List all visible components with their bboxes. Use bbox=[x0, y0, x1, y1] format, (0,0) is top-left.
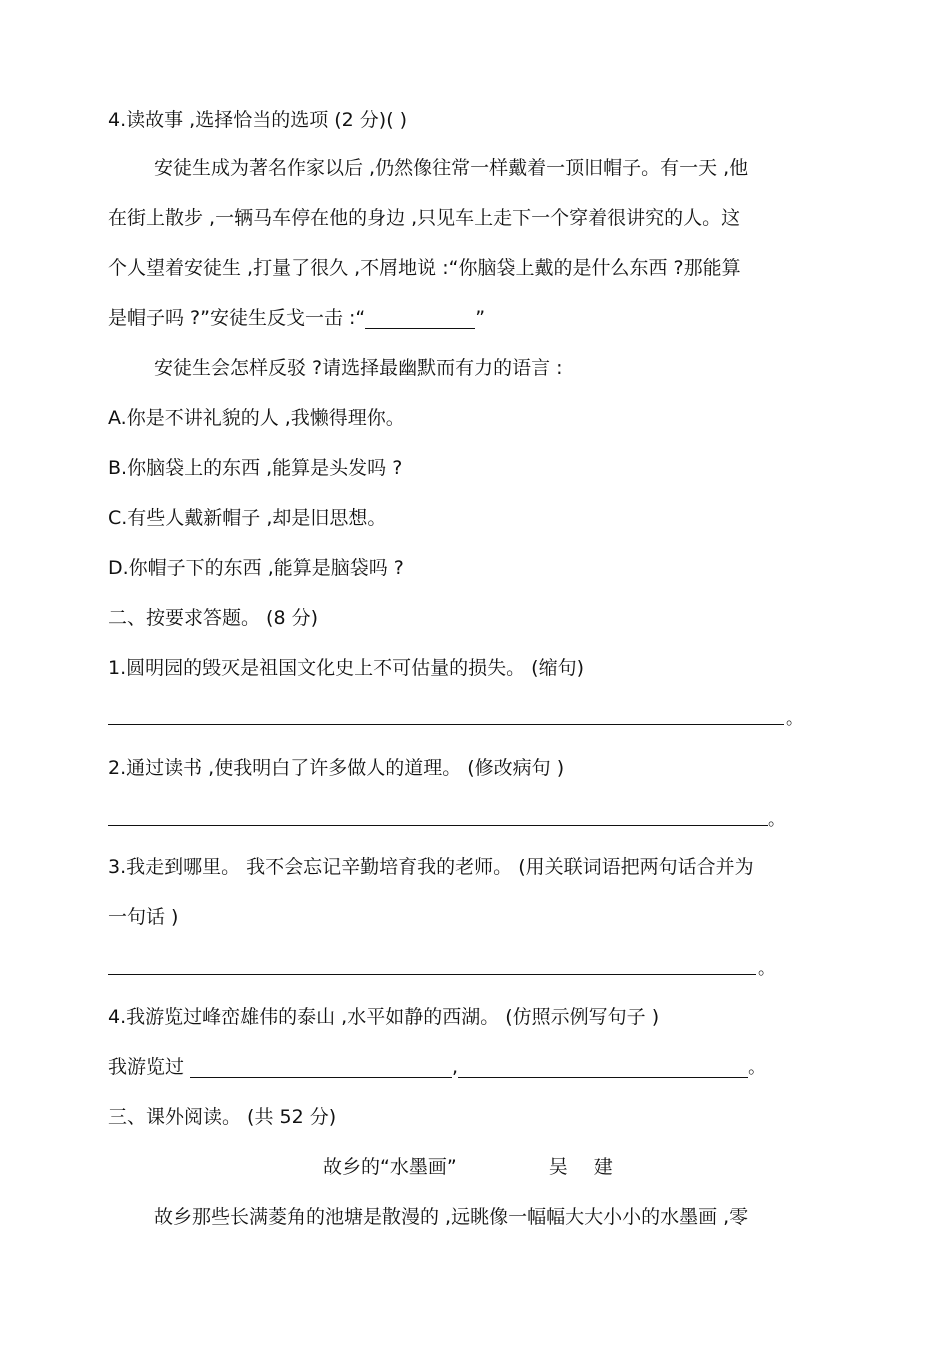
option-d[interactable]: D.你帽子下的东西 ,能算是脑袋吗 ? bbox=[108, 557, 404, 579]
story-answer-blank[interactable] bbox=[365, 309, 475, 329]
article-title: 故乡的“水墨画” bbox=[323, 1156, 457, 1178]
section-3-header: 三、课外阅读。 (共 52 分) bbox=[108, 1106, 337, 1128]
answer-line-3[interactable] bbox=[108, 974, 756, 975]
story-line-4 bbox=[108, 309, 485, 329]
answer-line-2-period: 。 bbox=[768, 810, 785, 830]
section-2-header: 二、按要求答题。 (8 分) bbox=[108, 607, 318, 629]
article-author: 吴建 bbox=[548, 1156, 639, 1178]
answer-line-1[interactable] bbox=[108, 724, 784, 725]
story-line-3: 个人望着安徒生 ,打量了很久 ,不屑地说 :“你脑袋上戴的是什么东西 ?那能算 bbox=[108, 257, 741, 279]
section-2-question-3-line-2: 一句话 ) bbox=[108, 906, 179, 928]
story-line-4-text: 是帽子吗 ?”安徒生反戈一击 :“ bbox=[108, 307, 366, 329]
section-2-question-4: 4.我游览过峰峦雄伟的泰山 ,水平如静的西湖。 (仿照示例写句子 ) bbox=[108, 1006, 660, 1028]
question-4-header: 4.读故事 ,选择恰当的选项 (2 分)( ) bbox=[108, 109, 408, 131]
answer-line-3-period: 。 bbox=[758, 959, 775, 979]
story-line-1: 安徒生成为著名作家以后 ,仍然像往常一样戴着一顶旧帽子。有一天 ,他 bbox=[154, 157, 749, 179]
article-title-row bbox=[323, 1158, 639, 1177]
option-b[interactable]: B.你脑袋上的东西 ,能算是头发吗 ? bbox=[108, 457, 403, 479]
section-2-question-4-fill bbox=[108, 1058, 765, 1078]
question-4-prompt: 安徒生会怎样反驳 ?请选择最幽默而有力的语言 : bbox=[154, 357, 563, 379]
story-closing-quote: ” bbox=[475, 307, 486, 329]
answer-line-2[interactable] bbox=[108, 825, 768, 826]
article-first-line: 故乡那些长满菱角的池塘是散漫的 ,远眺像一幅幅大大小小的水墨画 ,零 bbox=[154, 1206, 749, 1228]
section-2-question-2: 2.通过读书 ,使我明白了许多做人的道理。 (修改病句 ) bbox=[108, 757, 565, 779]
option-c[interactable]: C.有些人戴新帽子 ,却是旧思想。 bbox=[108, 507, 387, 529]
story-line-2: 在街上散步 ,一辆马车停在他的身边 ,只见车上走下一个穿着很讲究的人。这 bbox=[108, 207, 741, 229]
option-a[interactable]: A.你是不讲礼貌的人 ,我懒得理你。 bbox=[108, 407, 405, 429]
fill-comma: , bbox=[452, 1056, 459, 1078]
fill-period: 。 bbox=[748, 1058, 766, 1078]
fill-blank-1[interactable] bbox=[190, 1058, 452, 1078]
fill-start-text: 我游览过 bbox=[108, 1056, 191, 1078]
section-2-question-3-line-1: 3.我走到哪里。 我不会忘记辛勤培育我的老师。 (用关联词语把两句话合并为 bbox=[108, 856, 754, 878]
fill-blank-2[interactable] bbox=[458, 1058, 748, 1078]
answer-line-1-period: 。 bbox=[786, 709, 803, 729]
section-2-question-1: 1.圆明园的毁灭是祖国文化史上不可估量的损失。 (缩句) bbox=[108, 657, 584, 679]
